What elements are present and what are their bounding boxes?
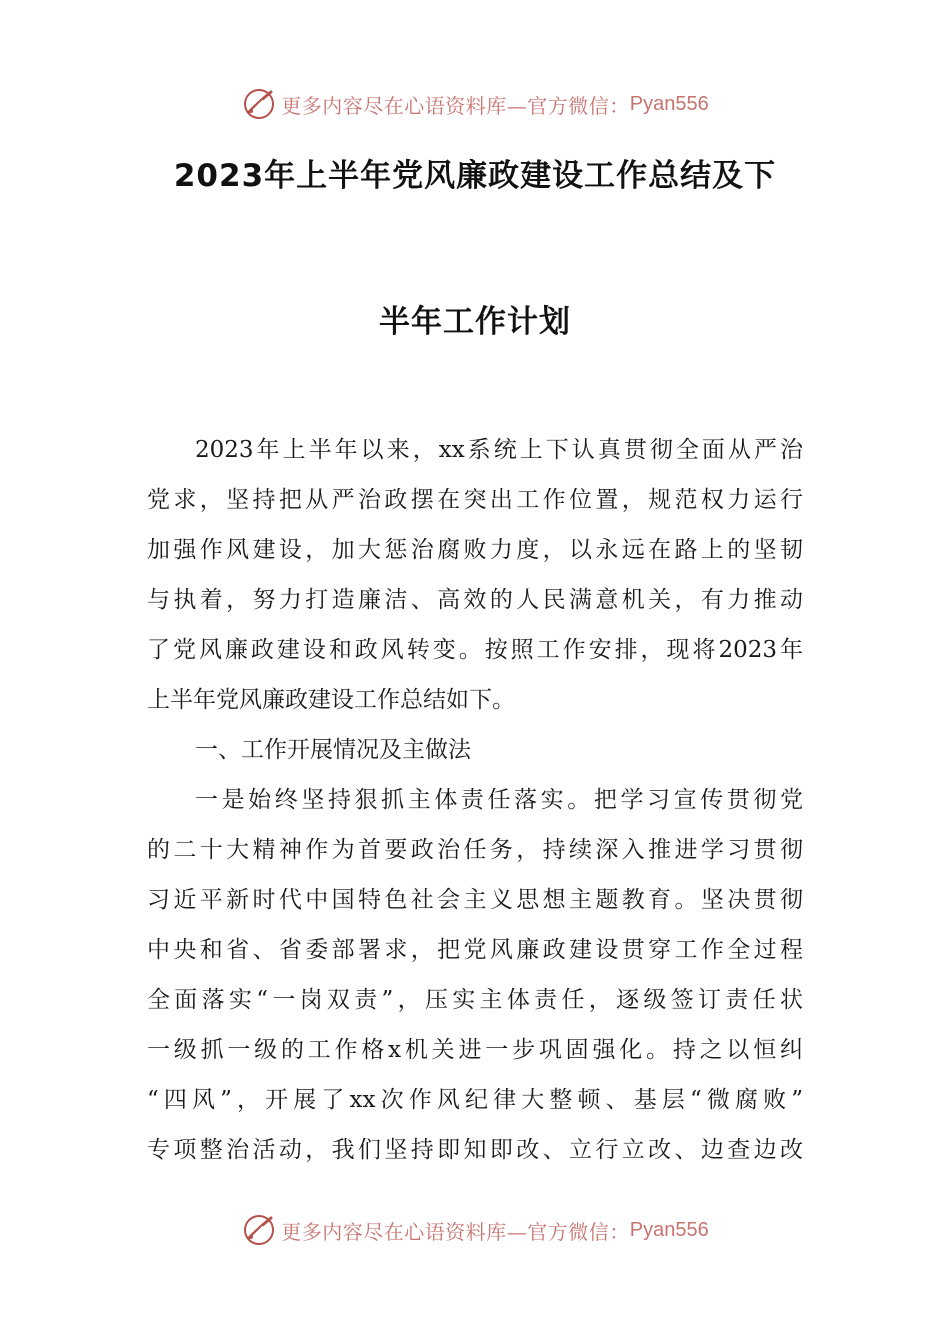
- body-line: 与执着，努力打造廉洁、高效的人民满意机关，有力推动: [147, 587, 803, 613]
- watermark-wechat-id: Pyan556: [629, 92, 709, 115]
- body-line: 习近平新时代中国特色社会主义思想主题教育。坚决贯彻: [147, 887, 803, 913]
- section-heading: 一、工作开展情况及主做法: [195, 737, 471, 763]
- body-line: 中央和省、省委部署求，把党风廉政建设贯穿工作全过程: [147, 937, 803, 963]
- document-title-line-2: 半年工作计划: [379, 304, 571, 340]
- body-line: 党求，坚持把从严治政摆在突出工作位置，规范权力运行: [147, 487, 803, 513]
- watermark-wechat-id: Pyan556: [629, 1218, 709, 1241]
- body-line: 的二十大精神作为首要政治任务，持续深入推进学习贯彻: [147, 837, 803, 863]
- body-line: 2023年上半年以来，xx系统上下认真贯彻全面从严治: [195, 437, 803, 463]
- document-title-line-1: 2023年上半年党风廉政建设工作总结及下: [173, 158, 777, 194]
- body-line: 加强作风建设，加大惩治腐败力度，以永远在路上的坚韧: [147, 537, 803, 563]
- body-line: 专项整治活动，我们坚持即知即改、立行立改、边查边改: [147, 1137, 803, 1163]
- watermark-text: 更多内容尽在心语资料库—官方微信：: [281, 93, 630, 118]
- pen-logo-icon: [241, 86, 277, 122]
- watermark-text: 更多内容尽在心语资料库—官方微信：: [281, 1219, 630, 1244]
- document-body: [147, 425, 803, 1175]
- body-line: “四风”，开展了xx次作风纪律大整顿、基层“微腐败”: [147, 1087, 803, 1113]
- body-line: 一是始终坚持狠抓主体责任落实。把学习宣传贯彻党: [195, 787, 803, 813]
- pen-logo-icon: [241, 1212, 277, 1248]
- body-line: 了党风廉政建设和政风转变。按照工作安排，现将2023年: [147, 637, 803, 663]
- body-line: 全面落实“一岗双责”，压实主体责任，逐级签订责任状: [147, 987, 803, 1013]
- watermark-header: [0, 84, 950, 124]
- watermark-footer: [0, 1210, 950, 1250]
- body-line: 上半年党风廉政建设工作总结如下。: [147, 687, 515, 713]
- body-line: 一级抓一级的工作格x机关进一步巩固强化。持之以恒纠: [147, 1037, 803, 1063]
